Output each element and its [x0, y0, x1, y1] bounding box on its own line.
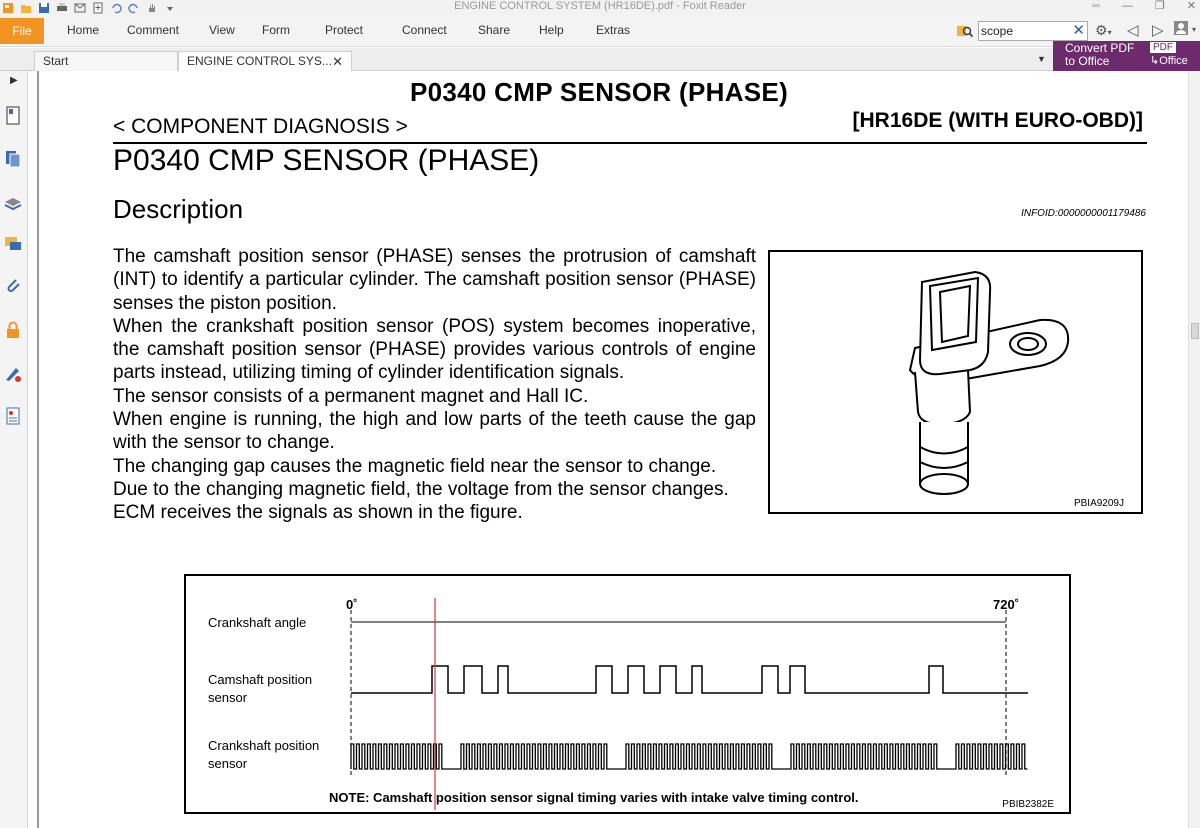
tab-engine-control-system[interactable] — [178, 51, 352, 71]
search-value: scope — [981, 24, 1014, 38]
tab-start-label: Start — [43, 54, 69, 68]
document-page — [29, 71, 1188, 828]
convert-label: Convert PDF to Office — [1065, 41, 1135, 68]
paragraph: When engine is running, the high and low parts of the teeth cause the gap with the sensor to change. — [113, 409, 756, 454]
paragraph: The changing gap causes the magnetic field near the sensor to change. — [113, 455, 717, 477]
description-text — [113, 245, 756, 525]
next-result-icon[interactable]: ▷ — [1152, 22, 1164, 39]
figure-code: PBIA9209J — [1073, 498, 1124, 509]
security-lock-icon[interactable] — [2, 319, 24, 341]
expand-panel-icon[interactable]: ▶ — [10, 75, 18, 86]
camshaft-signal-trace — [351, 666, 1028, 693]
window-controls — [1092, 0, 1196, 12]
menu-help[interactable]: Help — [539, 23, 564, 37]
ribbon-options-icon[interactable]: ▫▫ — [1092, 0, 1100, 12]
layers-icon[interactable] — [2, 191, 24, 213]
ribbon-menu — [0, 14, 1200, 47]
attachments-icon[interactable] — [2, 275, 24, 297]
search-settings-icon[interactable]: ⚙▾ — [1095, 22, 1112, 38]
crankshaft-angle-label: Crankshaft angle — [208, 615, 307, 630]
timing-diagram — [186, 576, 1069, 812]
content-icon[interactable] — [2, 405, 24, 427]
scrollbar-thumb[interactable] — [1191, 323, 1199, 339]
page-title: P0340 CMP SENSOR (PHASE) — [113, 144, 540, 177]
end-angle-label: 720˚ — [993, 597, 1020, 612]
clear-search-icon[interactable]: ✕ — [1072, 22, 1085, 39]
window-title: ENGINE CONTROL SYSTEM (HR16DE).pdf - Foxit Reader — [454, 0, 746, 12]
start-angle-label: 0˚ — [346, 597, 358, 612]
menu-extras[interactable]: Extras — [596, 23, 631, 37]
camshaft-sensor-label: Camshaft position sensor — [208, 672, 313, 705]
timing-figure-code: PBIB2382E — [1002, 799, 1054, 810]
signature-icon[interactable] — [2, 363, 24, 385]
crankshaft-signal-trace — [351, 744, 1028, 769]
navigation-panel — [0, 71, 28, 828]
sensor-figure — [768, 250, 1143, 514]
paragraph: When the crankshaft position sensor (POS) system becomes inoperative, the camshaft position sensor (PHASE) provides various controls of engine parts instead, utilizing timing of cylinder identification signals. — [113, 315, 756, 384]
timing-figure — [184, 574, 1071, 814]
convert-pdf-to-office-button[interactable] — [1053, 41, 1200, 71]
pdf-badge: PDF — [1150, 42, 1176, 53]
timing-note: NOTE: Camshaft position sensor signal timing varies with intake valve timing control. — [329, 790, 859, 805]
title-bar — [0, 0, 1200, 14]
restore-button[interactable]: ❐ — [1154, 0, 1165, 12]
file-menu-button[interactable]: File — [0, 18, 44, 44]
tab-doc-label: ENGINE CONTROL SYS... — [187, 54, 332, 68]
info-id: INFOID:0000000001179486 — [1021, 208, 1146, 219]
search-input[interactable] — [978, 21, 1088, 41]
find-icon[interactable] — [957, 24, 973, 43]
paragraph: The sensor consists of a permanent magnet and Hall IC. — [113, 385, 589, 407]
section-label: < COMPONENT DIAGNOSIS > — [113, 115, 408, 138]
section-heading: Description — [113, 194, 244, 224]
menu-view[interactable]: View — [209, 23, 235, 37]
page-thumbnails-icon[interactable] — [2, 105, 24, 127]
crankshaft-sensor-label: Crankshaft position sensor — [208, 738, 320, 771]
page-edge — [37, 71, 39, 828]
menu-share[interactable]: Share — [478, 23, 511, 37]
paragraph: Due to the changing magnetic field, the voltage from the sensor changes. — [113, 478, 729, 500]
menu-comment[interactable]: Comment — [127, 23, 180, 37]
office-badge: ↳Office — [1150, 55, 1188, 67]
account-dropdown-icon[interactable]: ▾ — [1192, 25, 1197, 34]
close-tab-icon[interactable]: ✕ — [332, 54, 343, 69]
engine-label: [HR16DE (WITH EURO-OBD)] — [852, 109, 1143, 132]
convert-arrow-icon: ↳ — [1150, 55, 1160, 67]
vertical-scrollbar[interactable] — [1188, 71, 1200, 828]
paragraph: The camshaft position sensor (PHASE) senses the protrusion of camshaft (INT) to identify a particular cylinder. The camshaft position sensor (PHASE) senses the piston position. — [113, 246, 756, 314]
comments-icon[interactable] — [2, 233, 24, 255]
menu-connect[interactable]: Connect — [402, 23, 447, 37]
pages-icon[interactable] — [2, 147, 24, 169]
close-window-button[interactable]: ✕ — [1186, 0, 1196, 12]
paragraph: ECM receives the signals as shown in the figure. — [113, 502, 523, 524]
menu-form[interactable]: Form — [262, 23, 290, 37]
menu-home[interactable]: Home — [67, 23, 100, 37]
menu-protect[interactable]: Protect — [325, 23, 364, 37]
document-tabs — [0, 48, 1053, 71]
cmp-sensor-illustration — [770, 252, 1141, 512]
tab-start[interactable] — [34, 51, 178, 71]
minimize-button[interactable]: — — [1121, 0, 1133, 12]
tab-list-dropdown-icon[interactable]: ▼ — [1037, 54, 1046, 64]
previous-result-icon[interactable]: ◁ — [1127, 22, 1139, 39]
page-header: P0340 CMP SENSOR (PHASE) — [409, 77, 789, 107]
user-account-icon[interactable] — [1173, 20, 1189, 41]
